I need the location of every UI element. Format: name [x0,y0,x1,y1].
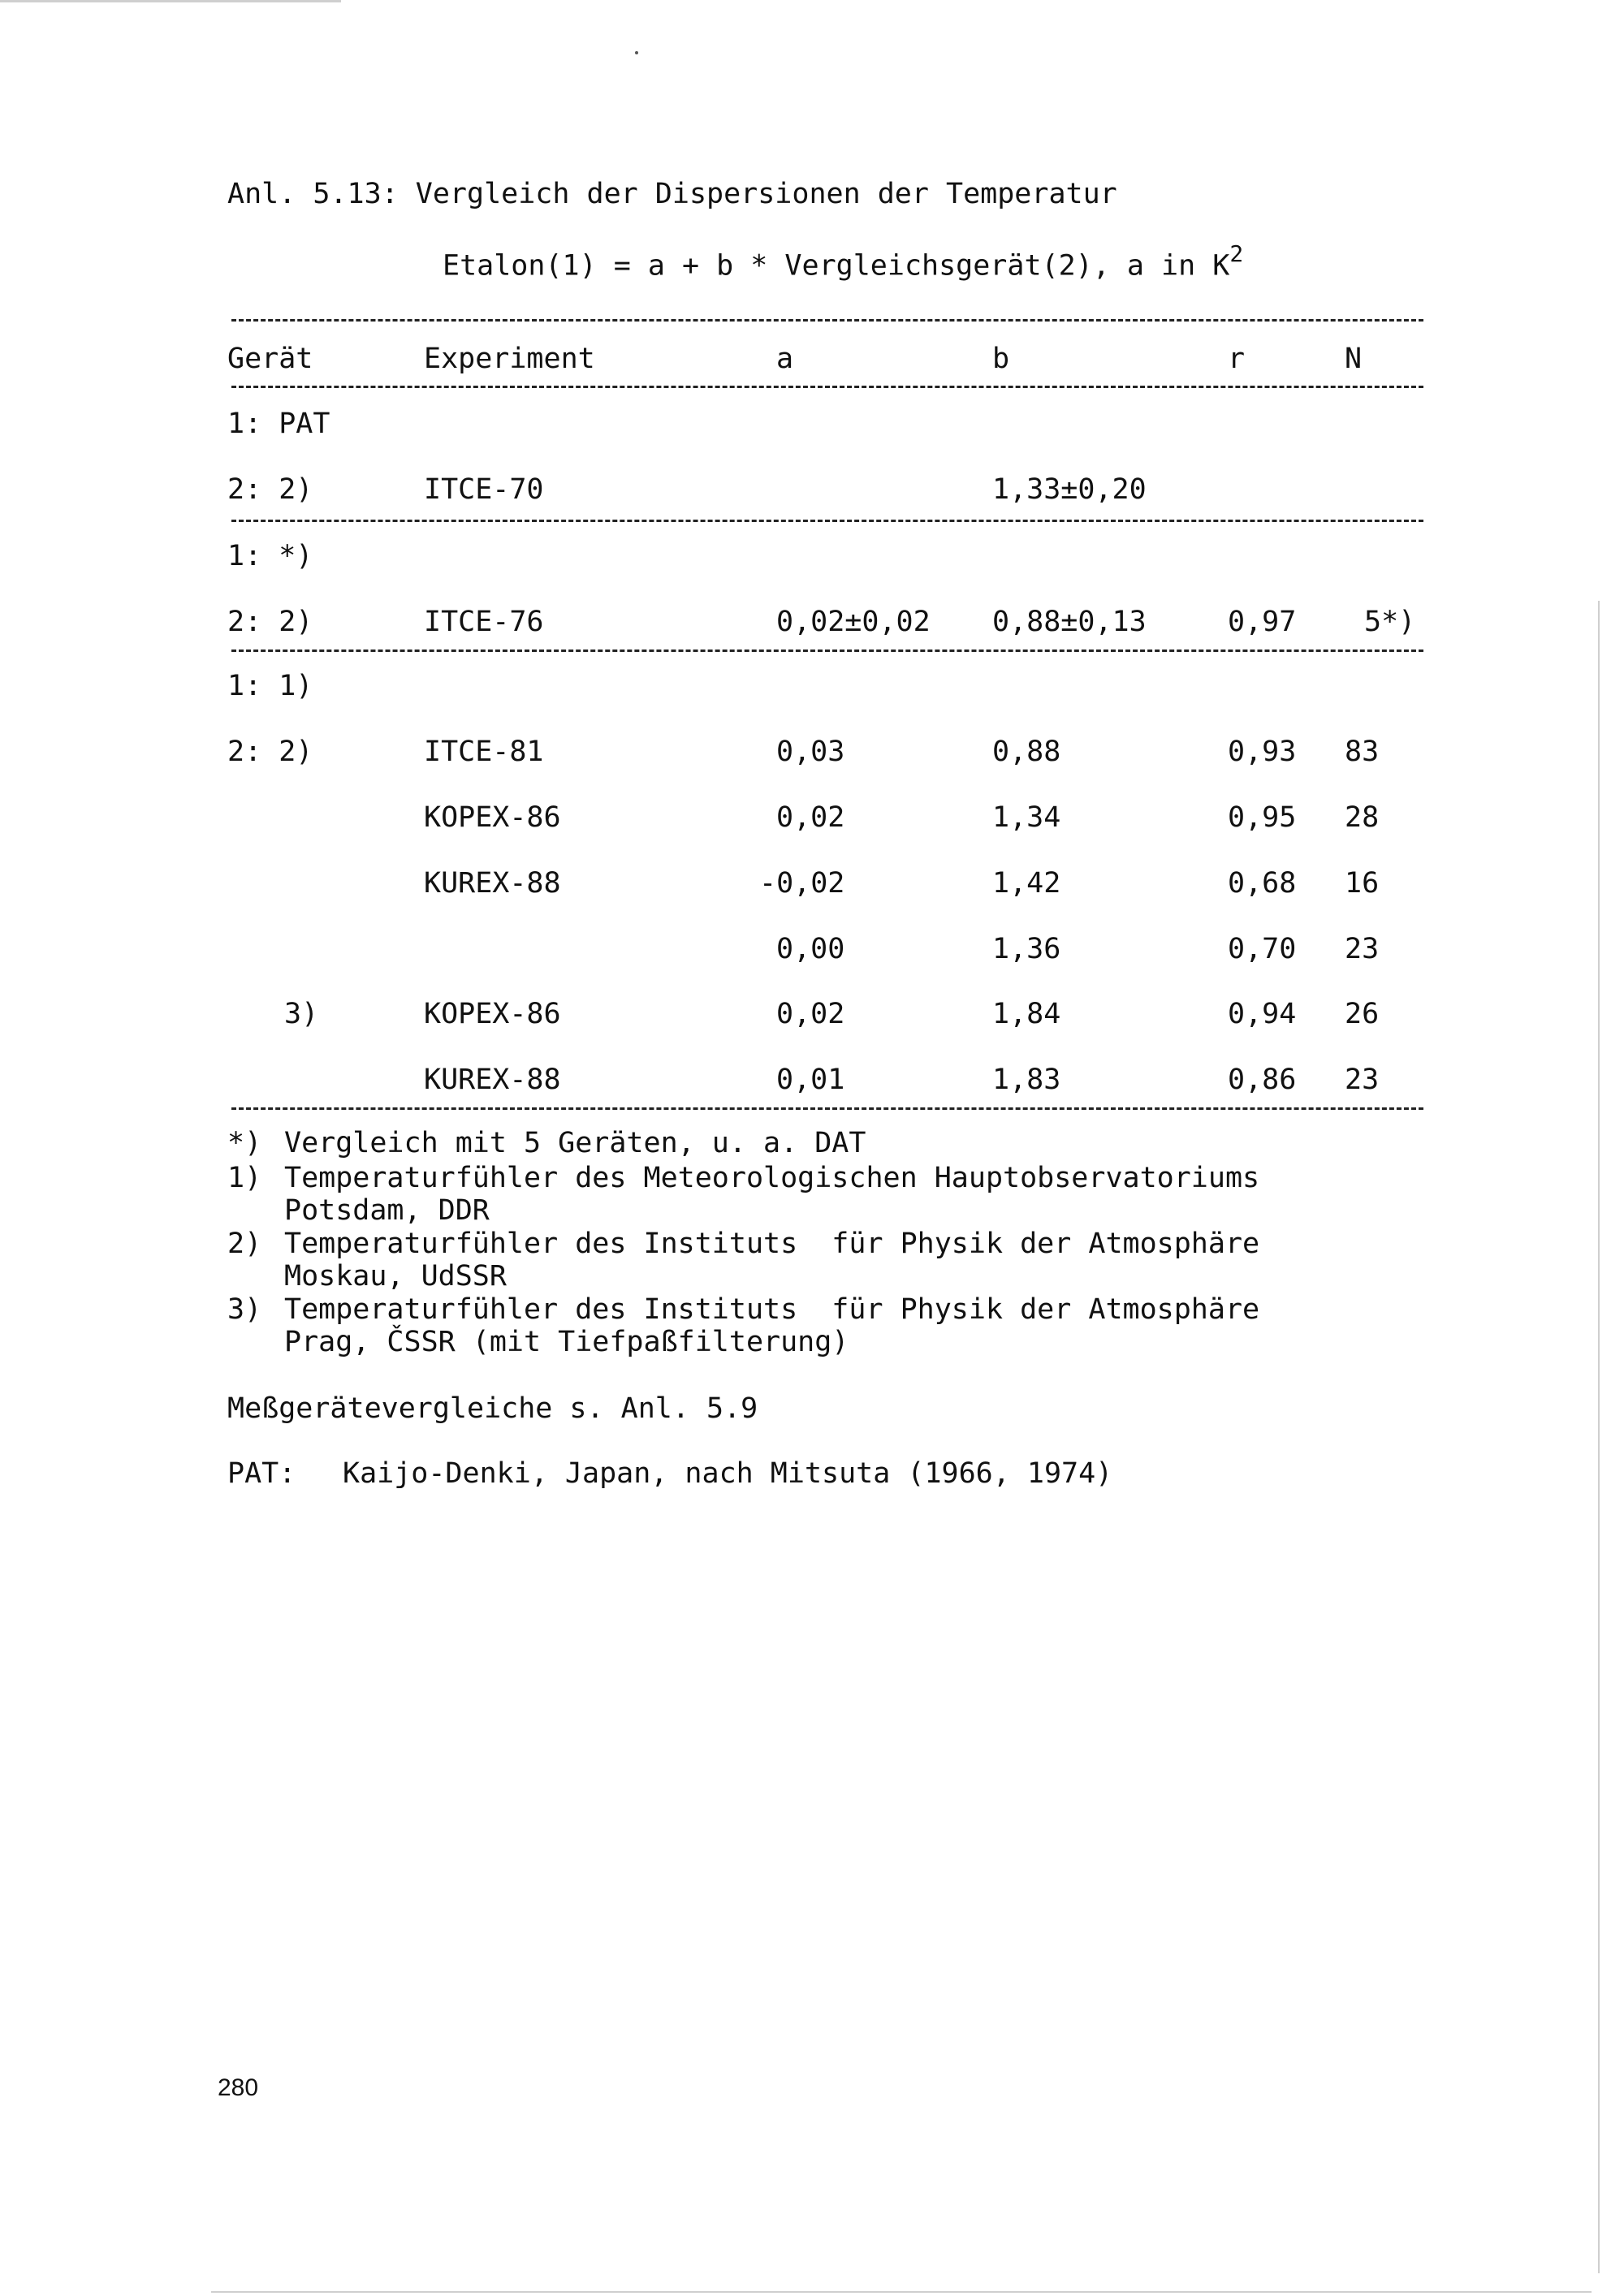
cell-geraet: 1: 1) [227,670,313,702]
header-experiment: Experiment [424,343,595,375]
cell-a: 0,03 [776,736,845,768]
table-rule-group-2 [231,650,1423,652]
cell-r: 0,70 [1228,933,1297,965]
cell-geraet: 2: 2) [227,606,313,638]
scan-edge-top [0,0,341,2]
scan-edge-right [1598,601,1600,2273]
footnote-text: Vergleich mit 5 Geräten, u. a. DAT [284,1127,866,1159]
cell-experiment: KUREX-88 [424,1064,561,1096]
cell-n: 5*) [1364,606,1416,638]
footnote-text: Prag, ČSSR (mit Tiefpaßfilterung) [284,1326,849,1358]
cell-n: 83 [1345,736,1380,768]
cell-b: 1,33±0,20 [992,473,1147,506]
table-rule-header [231,386,1423,388]
cell-b: 1,84 [992,998,1061,1030]
footnote-mark: *) [227,1127,262,1159]
cell-n: 23 [1345,1064,1380,1096]
header-a: a [776,343,794,375]
cell-geraet: 1: *) [227,540,313,572]
cell-r: 0,68 [1228,867,1297,900]
cell-geraet: 1: PAT [227,408,330,440]
cell-n: 26 [1345,998,1380,1030]
cell-a: 0,02 [776,801,845,834]
header-r: r [1228,343,1246,375]
cell-n: 16 [1345,867,1380,900]
cell-r: 0,93 [1228,736,1297,768]
note-pat-label: PAT: [227,1457,296,1490]
cell-a: 0,02 [776,998,845,1030]
cell-r: 0,97 [1228,606,1297,638]
table-rule-bottom [231,1107,1423,1110]
footnote-text: Moskau, UdSSR [284,1260,507,1293]
note-pat-text: Kaijo-Denki, Japan, nach Mitsuta (1966, 1974) [343,1457,1113,1490]
cell-b: 1,83 [992,1064,1061,1096]
subtitle-text: Etalon(1) = a + b * Vergleichsgerät(2), a in K [443,249,1230,283]
table-rule-group-1 [231,520,1423,522]
header-b: b [992,343,1010,375]
cell-geraet: 3) [284,998,319,1030]
cell-b: 1,42 [992,867,1061,900]
cell-geraet: 2: 2) [227,736,313,768]
cell-experiment: KOPEX-86 [424,998,561,1030]
cell-n: 28 [1345,801,1380,834]
footnote-text: Temperaturfühler des Meteorologischen Hauptobservatoriums [284,1162,1260,1194]
cell-experiment: ITCE-76 [424,606,544,638]
footnote-mark: 3) [227,1293,262,1326]
table-rule-top [231,319,1423,322]
subtitle-exponent: 2 [1229,240,1244,267]
cell-a: 0,02±0,02 [776,606,931,638]
footnote-text: Temperaturfühler des Instituts für Physik der Atmosphäre [284,1293,1260,1326]
page-title: Anl. 5.13: Vergleich der Dispersionen der Temperatur [227,178,1117,210]
cell-b: 0,88±0,13 [992,606,1147,638]
cell-a: 0,00 [776,933,845,965]
cell-a: -0,02 [759,867,845,900]
footnote-mark: 1) [227,1162,262,1194]
scan-speck [635,51,638,54]
scan-edge-bottom [211,2291,1592,2293]
cell-a: 0,01 [776,1064,845,1096]
cell-b: 1,36 [992,933,1061,965]
cell-experiment: ITCE-70 [424,473,544,506]
cell-geraet: 2: 2) [227,473,313,506]
cell-r: 0,86 [1228,1064,1297,1096]
header-geraet: Gerät [227,343,313,375]
cell-r: 0,95 [1228,801,1297,834]
footnote-text: Potsdam, DDR [284,1194,490,1227]
cell-r: 0,94 [1228,998,1297,1030]
cell-n: 23 [1345,933,1380,965]
note-messgeraete: Meßgerätevergleiche s. Anl. 5.9 [227,1392,758,1425]
cell-experiment: KOPEX-86 [424,801,561,834]
cell-experiment: ITCE-81 [424,736,544,768]
page-number: 280 [218,2074,259,2101]
footnote-mark: 2) [227,1228,262,1260]
cell-b: 0,88 [992,736,1061,768]
header-n: N [1345,343,1363,375]
cell-experiment: KUREX-88 [424,867,561,900]
page-subtitle [443,240,1244,283]
cell-b: 1,34 [992,801,1061,834]
footnote-text: Temperaturfühler des Instituts für Physik der Atmosphäre [284,1228,1260,1260]
